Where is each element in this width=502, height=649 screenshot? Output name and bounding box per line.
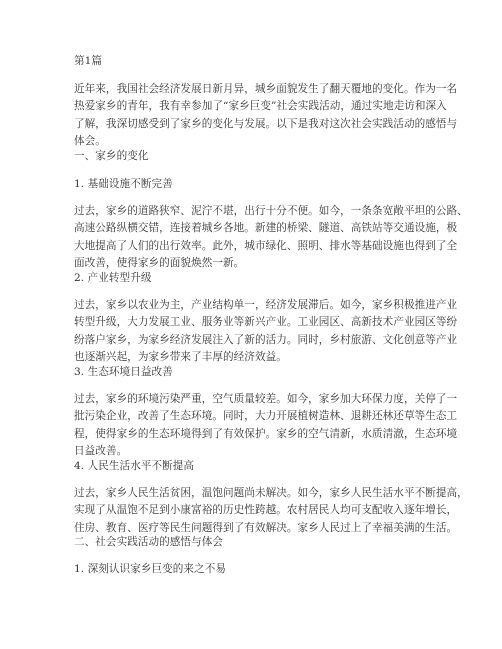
subheading: 1. 基础设施不断完善 (74, 178, 173, 190)
paragraph-living-standard (74, 485, 468, 537)
document-label: 第1篇 (74, 55, 103, 67)
intro-line: 热爱家乡的青年，我有幸参加了“家乡巨变”社会实践活动，通过实地走访和深入 (74, 100, 447, 113)
paragraph-line: 高速公路纵横交错，连接着城乡各地。新建的桥梁、隧道、高铁站等交通设施，极 (74, 222, 458, 235)
subheading-5-block (74, 561, 430, 578)
paragraph-line: 过去，家乡的环境污染严重，空气质量较差。如今，家乡加大环保力度，关停了一 (74, 393, 458, 405)
paragraph-industry (74, 297, 458, 366)
subheading-3-block (74, 364, 430, 381)
paragraph-line: 住房、教育、医疗等民生问题得到了有效解决。家乡人民过上了幸福美满的生活。 (74, 521, 458, 534)
paragraph-line: 纷落户家乡，为家乡经济发展注入了新的活力。同时，乡村旅游、文化创意等产业 (74, 333, 458, 346)
paragraph-line: 过去，家乡以农业为主，产业结构单一，经济发展滞后。如今，家乡积极推进产业 (74, 299, 458, 311)
subheading: 1. 深刻认识家乡巨变的来之不易 (74, 563, 226, 575)
section-heading: 一、家乡的变化 (74, 150, 149, 162)
subheading: 3. 生态环境日益改善 (74, 366, 173, 378)
intro-paragraph (74, 81, 458, 150)
paragraph-line: 过去，家乡的道路狭窄、泥泞不堪，出行十分不便。如今，一条条宽敞平坦的公路、 (74, 205, 468, 217)
intro-line: 近年来，我国社会经济发展日新月异，城乡面貌发生了翻天覆地的变化。作为一名 (74, 83, 458, 95)
section-heading-2-block (74, 534, 430, 551)
intro-line: 体会。 (74, 134, 106, 147)
document-label-block (74, 53, 430, 70)
subheading: 4. 人民生活水平不断提高 (74, 460, 195, 472)
subheading: 2. 产业转型升级 (74, 272, 152, 284)
section-heading-1-block (74, 148, 430, 165)
paragraph-line: 面改善，使得家乡的面貌焕然一新。 (74, 256, 245, 269)
paragraph-line: 批污染企业，改善了生态环境。同时，大力开展植树造林、退耕还林还草等生态工 (74, 410, 458, 423)
paragraph-infrastructure (74, 203, 468, 272)
paragraph-line: 过去，家乡人民生活贫困，温饱问题尚未解决。如今，家乡人民生活水平不断提高， (74, 487, 468, 499)
section-heading: 二、社会实践活动的感悟与体会 (74, 536, 224, 548)
paragraph-line: 程，使得家乡的生态环境得到了有效保护。家乡的空气清新，水质清澈，生态环境 (74, 427, 458, 440)
paragraph-line: 也逐渐兴起，为家乡带来了丰厚的经济效益。 (74, 350, 287, 363)
paragraph-line: 日益改善。 (74, 444, 128, 457)
subheading-4-block (74, 458, 430, 475)
paragraph-line: 实现了从温饱不足到小康富裕的历史性跨越。农村居民人均可支配收入逐年增长， (74, 504, 458, 517)
subheading-1-block (74, 176, 430, 193)
paragraph-environment (74, 391, 458, 460)
subheading-2-block (74, 270, 430, 287)
paragraph-line: 转型升级，大力发展工业、服务业等新兴产业。工业园区、高新技术产业园区等纷 (74, 316, 458, 329)
intro-line: 了解，我深切感受到了家乡的变化与发展。以下是我对这次社会实践活动的感悟与 (74, 117, 458, 130)
paragraph-line: 大地提高了人们的出行效率。此外，城市绿化、照明、排水等基础设施也得到了全 (74, 239, 458, 252)
